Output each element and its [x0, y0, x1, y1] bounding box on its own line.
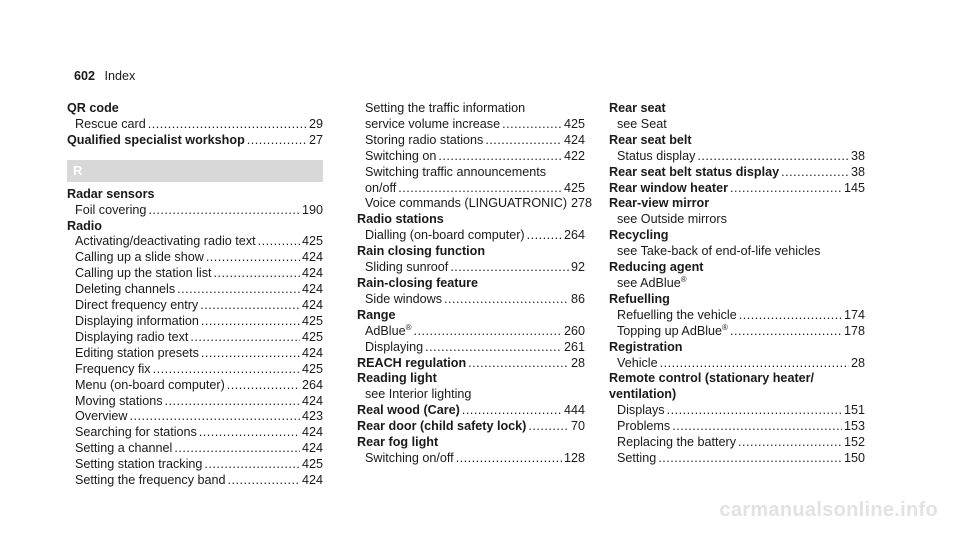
radio-entries: [67, 234, 323, 489]
index-entry[interactable]: Dialling (on-board computer) ..... 264: [357, 228, 585, 244]
index-entry[interactable]: Overview ..... 423: [67, 409, 323, 425]
index-entry[interactable]: Status display ..... 38: [609, 149, 865, 165]
registered-mark: ®: [405, 322, 412, 332]
index-entry[interactable]: Switching on/off ..... 128: [357, 451, 585, 467]
index-column-1: [67, 101, 323, 489]
index-entry-line: Switching traffic announcements: [365, 164, 547, 179]
registered-mark: ®: [722, 322, 728, 332]
index-entry[interactable]: Switching on ..... 422: [357, 149, 585, 165]
index-heading: Rear fog light: [357, 435, 439, 450]
index-heading-entry[interactable]: REACH regulation ..... 28: [357, 356, 585, 372]
index-entry[interactable]: Displaying radio text ..... 425: [67, 330, 323, 346]
index-entry[interactable]: Vehicle ..... 28: [609, 356, 865, 372]
index-entry[interactable]: Activating/deactivating radio text ..... 425: [67, 234, 323, 250]
index-entry[interactable]: Calling up a slide show ..... 424: [67, 250, 323, 266]
index-entry[interactable]: Searching for stations ..... 424: [67, 425, 323, 441]
index-entry[interactable]: Refuelling the vehicle ..... 174: [609, 308, 865, 324]
index-heading: QR code: [67, 101, 119, 115]
index-heading: Rear-view mirror: [609, 196, 710, 211]
index-entry[interactable]: Problems ..... 153: [609, 419, 865, 435]
page-header: [74, 69, 135, 85]
index-entry[interactable]: Storing radio stations ..... 424: [357, 133, 585, 149]
index-heading: Rear seat belt: [609, 132, 692, 147]
index-entry[interactable]: Menu (on-board computer) ..... 264: [67, 378, 323, 394]
index-entry[interactable]: Foil covering ..... 190: [67, 203, 323, 219]
index-heading: Reading light: [357, 371, 437, 386]
letter-divider: R: [67, 160, 323, 182]
index-entry[interactable]: Setting the frequency band ..... 424: [67, 473, 323, 489]
index-heading: Reducing agent: [609, 260, 704, 275]
see-reference[interactable]: see Interior lighting: [365, 387, 472, 402]
index-entry[interactable]: Displaying ..... 261: [357, 340, 585, 356]
index-heading: Range: [357, 307, 396, 322]
index-heading: ventilation): [609, 387, 677, 402]
index-entry[interactable]: Sliding sunroof ..... 92: [357, 260, 585, 276]
index-entry[interactable]: Voice commands (LINGUATRONIC) 278: [365, 196, 593, 211]
index-heading-entry[interactable]: Rear door (child safety lock) ..... 70: [357, 419, 585, 435]
index-entry[interactable]: Displaying information ..... 425: [67, 314, 323, 330]
index-entry[interactable]: Moving stations ..... 424: [67, 394, 323, 410]
registered-mark: ®: [680, 274, 687, 284]
index-heading-entry[interactable]: Rear window heater ..... 145: [609, 181, 865, 197]
index-heading-entry[interactable]: Rear seat belt status display ..... 38: [609, 165, 865, 181]
index-column-2: [357, 101, 593, 467]
index-heading: Registration: [609, 339, 683, 354]
index-entry[interactable]: Editing station presets ..... 424: [67, 346, 323, 362]
remote-entries: [609, 403, 865, 467]
index-heading: Recycling: [609, 228, 669, 243]
index-entry[interactable]: on/off ..... 425: [357, 181, 585, 197]
section-name: Index: [104, 69, 136, 83]
index-entry[interactable]: Setting station tracking ..... 425: [67, 457, 323, 473]
index-entry[interactable]: Displays ..... 151: [609, 403, 865, 419]
index-column-3: [609, 101, 865, 467]
index-entry[interactable]: AdBlue® ..... 260: [357, 324, 585, 340]
see-reference[interactable]: see Take-back of end-of-life vehicles: [617, 244, 821, 259]
index-entry[interactable]: Calling up the station list ..... 424: [67, 266, 323, 282]
index-heading-entry[interactable]: Real wood (Care) ..... 444: [357, 403, 585, 419]
index-entry[interactable]: Side windows ..... 86: [357, 292, 585, 308]
index-entry[interactable]: Direct frequency entry ..... 424: [67, 298, 323, 314]
index-entry[interactable]: Rescue card ..... 29: [67, 117, 323, 133]
see-reference[interactable]: see Seat: [617, 116, 667, 131]
index-entry[interactable]: Deleting channels ..... 424: [67, 282, 323, 298]
index-heading: Remote control (stationary heater/: [609, 371, 815, 386]
index-entry[interactable]: Replacing the battery ..... 152: [609, 435, 865, 451]
index-heading: Refuelling: [609, 291, 670, 306]
watermark: carmanualsonline.info: [719, 499, 938, 521]
index-entry-line: Setting the traffic information: [365, 101, 526, 115]
index-entry[interactable]: service volume increase ..... 425: [357, 117, 585, 133]
index-heading: Radio stations: [357, 212, 444, 227]
index-entry[interactable]: Topping up AdBlue® ..... 178: [609, 324, 865, 340]
see-reference[interactable]: see Outside mirrors: [617, 212, 727, 227]
see-reference[interactable]: see AdBlue®: [617, 274, 687, 290]
index-entry[interactable]: Setting ..... 150: [609, 451, 865, 467]
index-heading: Radar sensors: [67, 186, 155, 201]
index-heading: Rear seat: [609, 101, 666, 115]
index-heading: Radio: [67, 218, 102, 233]
index-entry[interactable]: Frequency fix ..... 425: [67, 362, 323, 378]
index-heading: Rain closing function: [357, 244, 486, 259]
index-heading: Rain-closing feature: [357, 275, 479, 290]
index-heading-entry[interactable]: Qualified specialist workshop ..... 27: [67, 133, 323, 149]
page-number: 602: [74, 69, 96, 83]
index-entry[interactable]: Setting a channel ..... 424: [67, 441, 323, 457]
